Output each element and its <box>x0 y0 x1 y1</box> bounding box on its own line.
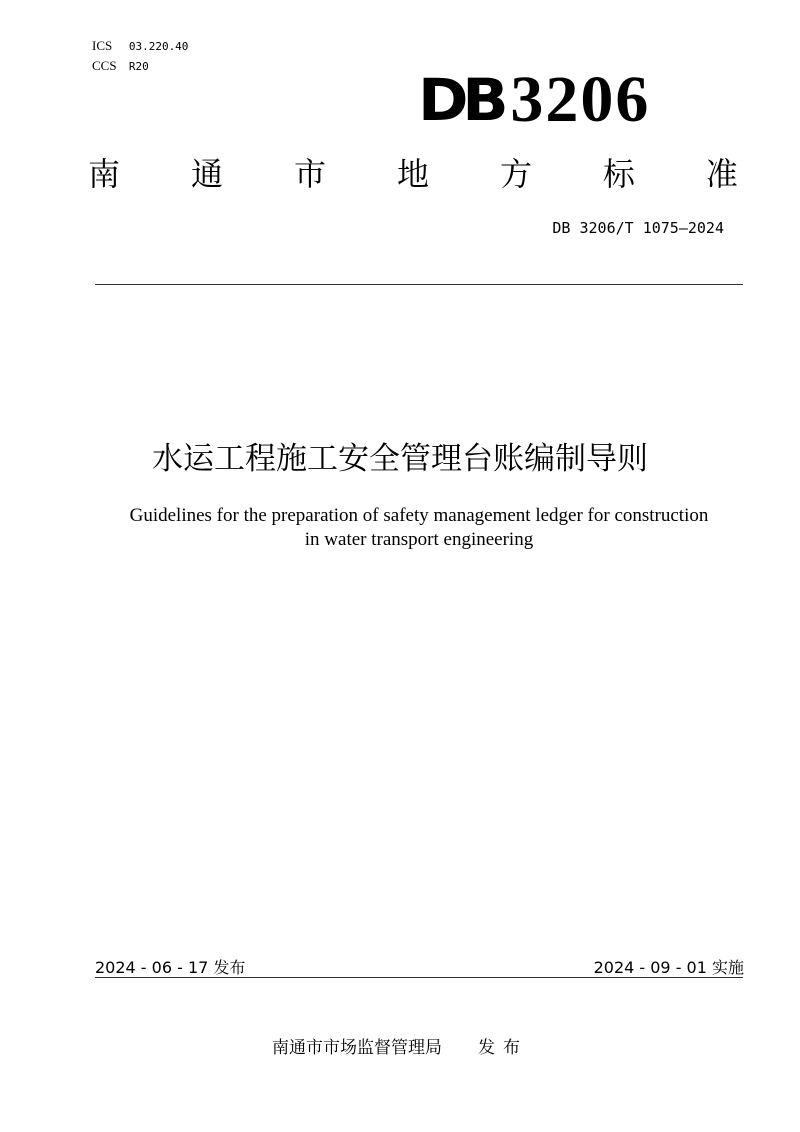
db-logo <box>417 63 651 136</box>
header-divider <box>95 284 743 285</box>
standard-type-char: 准 <box>705 155 738 193</box>
issuer-line <box>272 1033 528 1058</box>
ccs-value: R20 <box>128 60 149 73</box>
standard-type-char: 南 <box>88 155 121 193</box>
implementation-date: 2024 - 09 - 01 实施 <box>593 958 744 977</box>
document-title-chinese: 水运工程施工安全管理台账编制导则 <box>152 441 648 477</box>
db-logo-letters: DB <box>417 66 503 134</box>
ics-row <box>92 38 188 55</box>
release-date: 2024 - 06 - 17 发布 <box>95 958 246 977</box>
standard-type-char: 通 <box>190 155 223 193</box>
issuer-action: 发布 <box>478 1038 528 1058</box>
standard-type-char: 标 <box>602 155 635 193</box>
standard-type-heading <box>88 152 738 196</box>
footer-divider <box>95 977 743 978</box>
standard-code: DB 3206/T 1075—2024 <box>552 219 724 237</box>
issuer-name: 南通市市场监督管理局 <box>272 1038 442 1058</box>
document-title-english-line2: in water transport engineering <box>304 529 534 550</box>
standard-type-char: 方 <box>499 155 532 193</box>
standard-type-char: 市 <box>293 155 326 193</box>
ccs-label: CCS <box>92 58 117 73</box>
standard-type-char: 地 <box>396 155 429 193</box>
ics-value: 03.220.40 <box>128 40 189 53</box>
ccs-row <box>92 58 149 75</box>
db-logo-number: 3206 <box>510 63 651 136</box>
ics-label: ICS <box>92 38 113 53</box>
document-title-english-line1: Guidelines for the preparation of safety management ledger for construction <box>129 505 709 526</box>
document-title-english <box>0 504 800 552</box>
